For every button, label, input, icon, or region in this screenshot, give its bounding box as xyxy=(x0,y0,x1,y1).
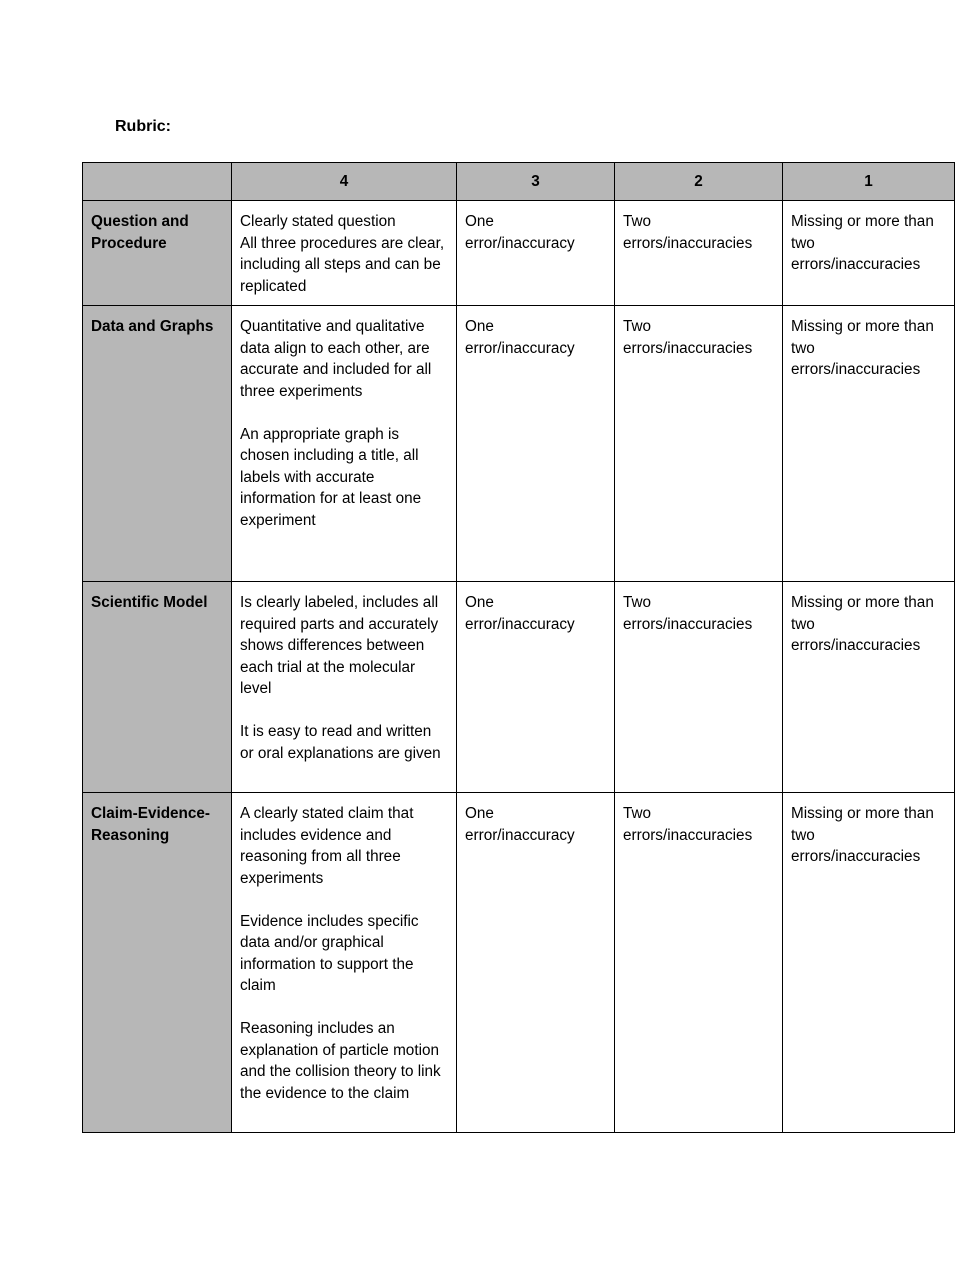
table-row xyxy=(83,793,955,1133)
criteria-text: Clearly stated question All three procedures are clear, including all steps and can be replicated xyxy=(240,213,445,295)
table-row xyxy=(83,306,955,582)
criteria-text: Quantitative and qualitative data align to each other, are accurate and included for all three experiments xyxy=(240,318,432,400)
score-4-cell xyxy=(232,582,457,793)
criteria-text: Is clearly labeled, includes all required parts and accurately shows differences between each trial at the molecular level xyxy=(240,594,439,697)
score-1-cell: Missing or more than two errors/inaccuracies xyxy=(783,306,955,582)
category-cell: Question and Procedure xyxy=(83,201,232,306)
score-4-cell xyxy=(232,201,457,306)
criteria-text: An appropriate graph is chosen including a title, all labels with accurate information for at least one experiment xyxy=(240,425,422,529)
score-1-cell: Missing or more than two errors/inaccuracies xyxy=(783,793,955,1133)
table-row xyxy=(83,582,955,793)
header-score-3: 3 xyxy=(457,163,615,201)
criteria-text: Reasoning includes an explanation of particle motion and the collision theory to link the evidence to the claim xyxy=(240,1020,441,1102)
score-4-cell xyxy=(232,793,457,1133)
score-2-cell: Two errors/inaccuracies xyxy=(615,582,783,793)
header-score-1: 1 xyxy=(783,163,955,201)
score-1-cell: Missing or more than two errors/inaccuracies xyxy=(783,582,955,793)
score-2-cell: Two errors/inaccuracies xyxy=(615,793,783,1133)
score-2-cell: Two errors/inaccuracies xyxy=(615,201,783,306)
rubric-table xyxy=(82,162,955,1133)
criteria-text: It is easy to read and written or oral explanations are given xyxy=(240,723,441,762)
rubric-title: Rubric: xyxy=(115,118,171,135)
score-1-cell: Missing or more than two errors/inaccuracies xyxy=(783,201,955,306)
header-corner-cell xyxy=(83,163,232,201)
header-score-2: 2 xyxy=(615,163,783,201)
header-row xyxy=(83,163,955,201)
category-cell: Claim-Evidence-Reasoning xyxy=(83,793,232,1133)
category-cell: Data and Graphs xyxy=(83,306,232,582)
score-3-cell: One error/inaccuracy xyxy=(457,306,615,582)
table-row xyxy=(83,201,955,306)
header-score-4: 4 xyxy=(232,163,457,201)
score-3-cell: One error/inaccuracy xyxy=(457,793,615,1133)
score-3-cell: One error/inaccuracy xyxy=(457,582,615,793)
score-2-cell: Two errors/inaccuracies xyxy=(615,306,783,582)
score-4-cell xyxy=(232,306,457,582)
criteria-text: Evidence includes specific data and/or graphical information to support the claim xyxy=(240,912,419,994)
score-3-cell: One error/inaccuracy xyxy=(457,201,615,306)
criteria-text: A clearly stated claim that includes evidence and reasoning from all three experiments xyxy=(240,805,414,887)
category-cell: Scientific Model xyxy=(83,582,232,793)
